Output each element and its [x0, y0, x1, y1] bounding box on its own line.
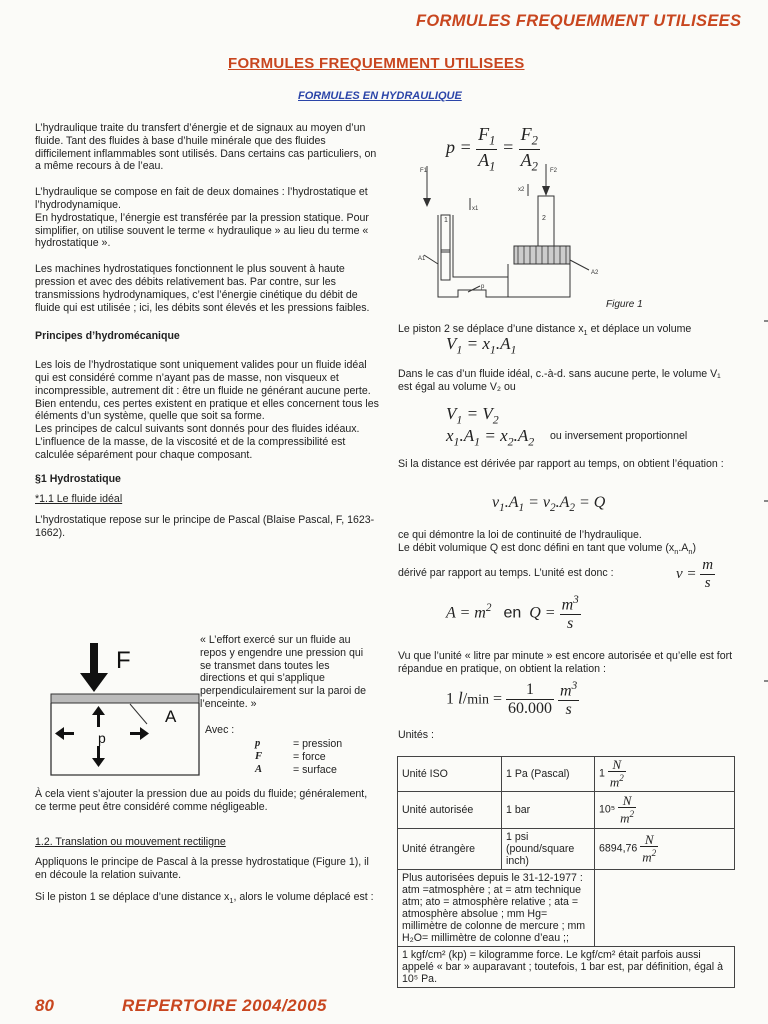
formula-continuity: $v_1.A_1 = v_2.A_2 = Q$: [492, 494, 606, 515]
table-row: [398, 757, 735, 792]
table-row: [398, 829, 735, 870]
pressure-arrowhead-left: [55, 727, 64, 740]
page-number: 80: [35, 996, 54, 1015]
a2-pointer: [570, 260, 589, 270]
formula-x-a: $x_1.A_1 = x_2.A_2$: [446, 426, 535, 449]
pressure-label: p: [98, 730, 106, 746]
area-pointer-line: [130, 704, 147, 724]
right-text-litre: Vu que l’unité « litre par minute » est encore autorisée et qu’elle est fort répandue en pratique, on obtient la relation :: [398, 650, 733, 675]
pressure-arrowhead-right: [140, 727, 149, 740]
table-cell: 1 bar: [502, 792, 595, 829]
force-arrow-shaft: [90, 643, 98, 675]
heading-principes: Principes d’hydromécanique: [35, 330, 180, 343]
piston-2-rod: [538, 196, 554, 246]
paragraph-presse: Appliquons le principe de Pascal à la presse hydrostatique (Figure 1), il en découle la relation suivante.: [35, 856, 369, 882]
a1-pointer: [424, 255, 438, 264]
table-cell-formula: 6894,76 $\frac{N}{m^2}$: [595, 829, 735, 870]
pascal-quote: « L’effort exercé sur un fluide au repos y engendre une pression qui se transmet dans toutes les directions et qui s’applique perpendiculairement sur la paroi de l’enceinte. »: [200, 634, 367, 710]
paragraph-intro: L’hydraulique traite du transfert d’énergie et de signaux au moyen d’un fluide. Tant des fluides à base d’huile minérale que des fluides difficilement inflammables sont utilisés. Dans certains cas particuliers, on a même recours à de l’eau.: [35, 122, 377, 173]
left-cylinder-and-pipe: [438, 215, 508, 297]
paragraph-lois: Les lois de l’hydrostatique sont uniquement valides pour un fluide idéal qui est considéré comme n’ayant pas de masse, non visqueux et incompressible, autrement dit : être un fluide ne générant aucune perte. Bien entendu, ces pertes existent en pratique et elles concernent tous les éléments d’un système, quelle que soit sa forme.: [35, 359, 379, 423]
piston-1-label: 1: [444, 217, 448, 224]
right-cylinder-base: [508, 264, 570, 297]
footer-repertoire: REPERTOIRE 2004/2005: [122, 996, 327, 1015]
paragraph-hydrostatique: En hydrostatique, l’énergie est transférée par la pression statique. Pour simplifier, on utilise souvent le terme « hydraulique » au lieu du terme « hydrostatique ».: [35, 211, 369, 250]
hydraulic-press-figure: [418, 160, 618, 312]
legend-desc: = pression: [293, 738, 343, 750]
table-note: 1 kgf/cm² (kp) = kilogramme force. Le kgf/cm² était parfois aussi appelé « bar » auparavant ; toutefois, 1 bar est, par définition, égal à 10⁵ Pa.: [398, 947, 735, 988]
f2-arrowhead: [542, 186, 550, 196]
table-cell: 1 Pa (Pascal): [502, 757, 595, 792]
paragraph-machines: Les machines hydrostatiques fonctionnent le plus souvent à haute pression et avec des débits relativement bas. Par contre, sur les transmissions hydrodynamiques, c’est l’énergie cinétique du débit de fluide qui est utilisée ; ici, les débits sont élevés et les pressions faibles.: [35, 263, 370, 314]
force-label: F: [116, 647, 131, 674]
table-row: [398, 947, 735, 988]
force-arrow-head: [80, 673, 108, 692]
pipe-top: [453, 215, 508, 277]
table-cell-formula: 1 $\frac{N}{m^2}$: [595, 757, 735, 792]
table-row: [398, 870, 735, 947]
table-cell: Unité autorisée: [398, 792, 502, 829]
pressure-arrowhead-up: [92, 706, 105, 715]
pressure-arrow-up: [97, 713, 100, 727]
edge-mark: [764, 680, 768, 682]
paragraph-calcul: Les principes de calcul suivants sont donnés pour des fluides idéaux. L’influence de la masse, de la viscosité et de la compressibilité est calculée séparément pour chaque composant.: [35, 423, 360, 461]
formula-pressure: p = $\frac{F_1}{A_1}$ = $\frac{F_2}{A_2}$: [446, 124, 538, 174]
edge-mark: [764, 320, 768, 322]
inversement-text: ou inversement proportionnel: [550, 430, 688, 442]
legend-symbol: p: [255, 738, 261, 749]
formula-area-flow: $A = m^2$ en Q = $\frac{m^3}{s}$: [446, 594, 579, 633]
heading-section-1-1: *1.1 Le fluide idéal: [35, 493, 123, 506]
running-header: FORMULES FREQUEMMENT UTILISEES: [416, 12, 742, 30]
table-cell-formula: 10⁵ $\frac{N}{m^2}$: [595, 792, 735, 829]
table-row: [398, 792, 735, 829]
heading-section-1-2: 1.2. Translation ou mouvement rectiligne: [35, 835, 226, 848]
paragraph-pascal: L’hydrostatique repose sur le principe de Pascal (Blaise Pascal, F, 1623-1662).: [35, 514, 375, 539]
right-text-piston2: Le piston 2 se déplace d’une distance $x_1$ et déplace un volume: [398, 323, 692, 338]
right-text-unite: dérivé par rapport au temps. L’unité est donc :: [398, 567, 614, 579]
left-column-lower: [35, 788, 380, 908]
table-cell: Unité étrangère: [398, 829, 502, 870]
legend-desc: = surface: [293, 763, 337, 776]
page-title: FORMULES FREQUEMMENT UTILISEES: [228, 55, 525, 72]
legend-symbol: A: [255, 763, 263, 775]
paragraph-poids: À cela vient s’ajouter la pression due au poids du fluide; généralement, ce terme peut être considéré comme négligeable.: [35, 788, 368, 813]
paragraph-piston1: Si le piston 1 se déplace d’une distance $x_1$, alors le volume déplacé est :: [35, 890, 374, 906]
piston-1-chamber: [441, 250, 450, 280]
a2-label: A2: [591, 270, 599, 276]
formula-v1-v2: $V_1 = V_2$: [446, 404, 499, 427]
p-pointer: [468, 286, 480, 292]
legend-desc: = force: [293, 750, 326, 763]
right-text-derivee: Si la distance est dérivée par rapport au temps, on obtient l’équation :: [398, 458, 724, 470]
piston-plate: [51, 694, 199, 703]
heading-section-1: §1 Hydrostatique: [35, 472, 121, 485]
table-cell: 1 psi (pound/square inch): [502, 829, 595, 870]
legend-symbol: F: [255, 750, 263, 762]
x1-label: x1: [472, 206, 479, 212]
x2-label: x2: [518, 187, 525, 193]
right-text-continuite: ce qui démontre la loi de continuité de l’hydraulique. Le débit volumique Q est donc défini en tant que volume $(x_n.A_n)$: [398, 529, 696, 556]
formula-litre-minute: 1 l/min = $\frac{1}{60.000}$ $\frac{m^3}{s}$: [446, 680, 578, 719]
edge-mark: [764, 500, 768, 502]
table-note: Plus autorisées depuis le 31-12-1977 : atm =atmosphère ; at = atm technique atm; ato = atmosphère relative ; ata = atmosphère absolue ; mm Hg= millimètre de colonne de mercure ; mm H₂O= millimètre de colonne d’eau ;;: [398, 870, 595, 947]
f1-arrowhead: [423, 198, 431, 207]
left-column: [35, 122, 380, 540]
paragraph-domains: L’hydraulique se compose en fait de deux domaines : l’hydrostatique et l’hydrodynamique.: [35, 186, 368, 211]
formula-v-unit: v = $\frac{m}{s}$: [676, 557, 714, 591]
piston-2-label: 2: [542, 215, 546, 222]
right-text-ideal: Dans le cas d’un fluide idéal, c.-à-d. sans aucune perte, le volume V₁ est égal au volume V₂ ou: [398, 368, 721, 393]
table-cell: Unité ISO: [398, 757, 502, 792]
symbol-legend: [255, 738, 375, 776]
unites-label: Unités :: [398, 729, 434, 741]
f1-label: F1: [420, 168, 428, 174]
pressure-arrowhead-down: [92, 758, 105, 767]
p-label: p: [481, 284, 485, 290]
units-table: [397, 756, 735, 988]
pressure-arrow-down: [97, 746, 100, 760]
f2-label: F2: [550, 168, 558, 174]
area-label: A: [165, 707, 177, 726]
a1-label: A1: [418, 256, 426, 262]
figure-caption: Figure 1: [606, 299, 643, 310]
page-subtitle: FORMULES EN HYDRAULIQUE: [298, 90, 462, 102]
container-walls: [51, 703, 199, 775]
formula-volume: $V_1 = x_1.A_1$: [446, 334, 517, 357]
avec-label: Avec :: [205, 724, 235, 736]
pascal-figure: [50, 638, 200, 778]
